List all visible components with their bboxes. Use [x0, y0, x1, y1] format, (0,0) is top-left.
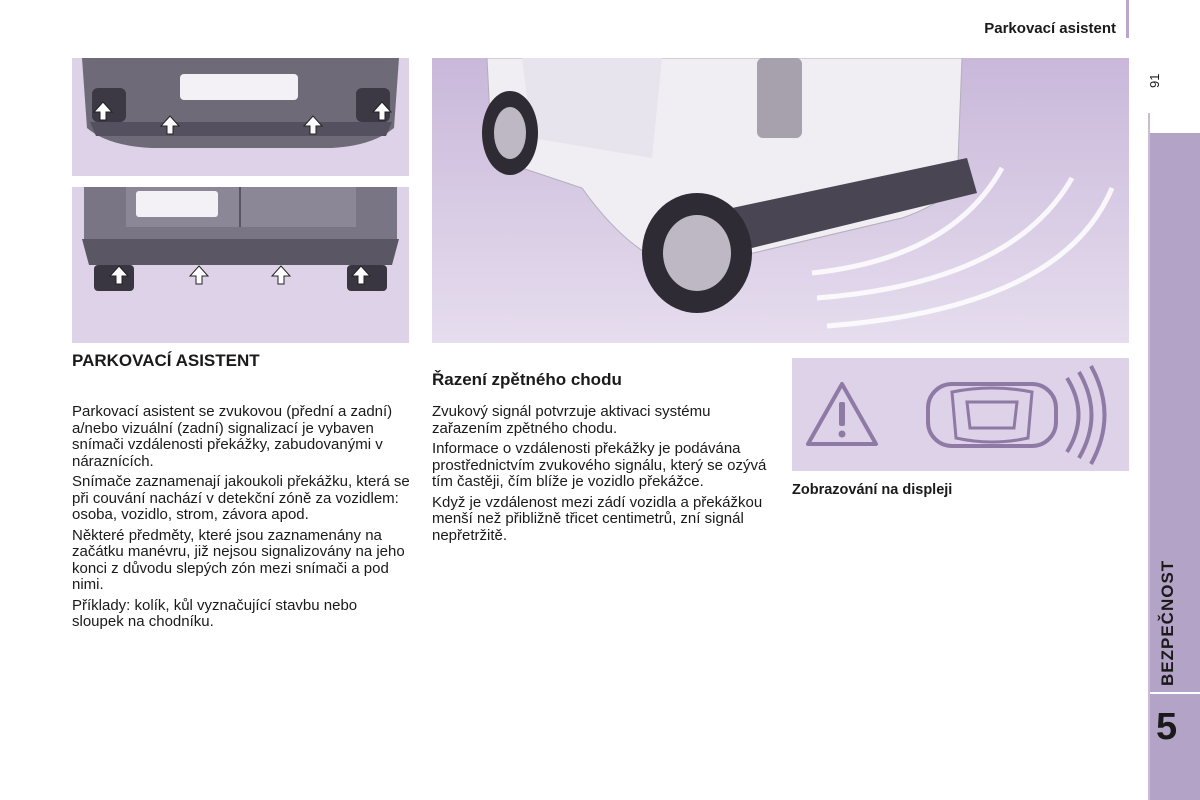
chapter-title: BEZPEČNOST	[1158, 559, 1177, 686]
front-bumper-sensors-image	[72, 58, 409, 176]
sidebar-divider	[1150, 692, 1200, 694]
paragraph: Když je vzdálenost mezi zádí vozidla a překážkou menší než přibližně třicet centimetrů, zní signál nepřetržitě.	[432, 493, 763, 544]
section2-body	[432, 404, 772, 548]
paragraph: Příklady: kolík, kůl vyznačující stavbu nebo sloupek na chodníku.	[72, 596, 358, 630]
header-divider	[1126, 0, 1129, 38]
chapter-sidebar	[1150, 133, 1200, 800]
page-number: 91	[1147, 73, 1162, 88]
paragraph: Zvukový signál potvrzuje aktivaci systému zařazením zpětného chodu.	[432, 403, 711, 437]
paragraph: Parkovací asistent se zvukovou (přední a zadní) a/nebo vizuální (zadní) signalizací je vybaven snímači vzdálenosti překážky, zabudovanými v náraznících.	[72, 403, 393, 470]
section1-body	[72, 404, 412, 635]
rear-bumper-sensors-image	[72, 187, 409, 343]
van-reversing-image	[432, 58, 1129, 343]
chapter-number: 5	[1156, 706, 1178, 748]
section-heading-parking-assistant: PARKOVACÍ ASISTENT	[72, 351, 260, 370]
paragraph: Snímače zaznamenají jakoukoli překážku, která se při couvání nachází v detekční zóně za vozidlem: osoba, vozidlo, strom, závora apod.	[72, 473, 410, 523]
paragraph: Informace o vzdálenosti překážky je podávána prostřednictvím zvukového signálu, který se ozývá tím častěji, čím blíže je vozidlo překážce.	[432, 440, 767, 490]
display-caption: Zobrazování na displeji	[792, 482, 953, 498]
paragraph: Některé předměty, které jsou zaznamenány na začátku manévru, již nejsou signalizovány na jeho konci z důvodu slepých zón mezi snímači a pod nimi.	[72, 526, 405, 593]
section-heading-reverse-gear: Řazení zpětného chodu	[432, 370, 622, 389]
page-header-title: Parkovací asistent	[984, 20, 1116, 37]
display-illustration	[792, 358, 1129, 471]
